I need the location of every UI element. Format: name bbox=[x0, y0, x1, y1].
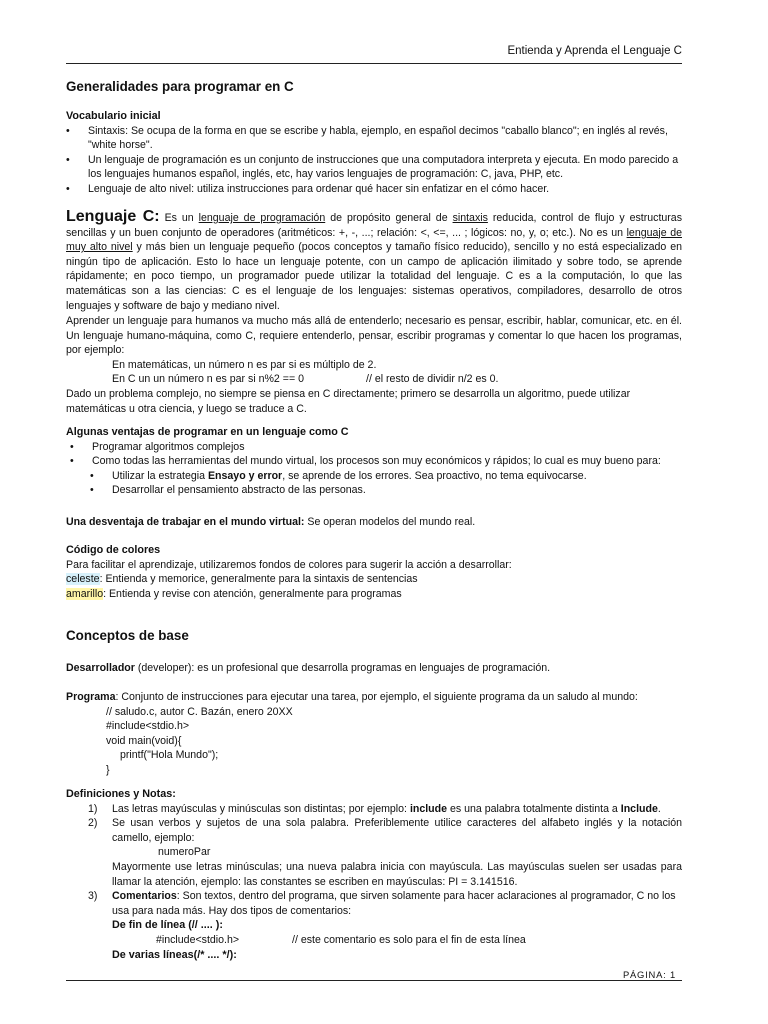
color-amarillo: amarillo bbox=[66, 587, 104, 600]
text-run: Comentarios bbox=[112, 890, 177, 903]
vocabulario-title: Vocabulario inicial bbox=[66, 110, 161, 122]
color-celeste: celeste bbox=[66, 573, 100, 586]
header-rule bbox=[66, 63, 682, 64]
lenguaje-c-paragraph bbox=[66, 210, 682, 313]
list-item: • Un lenguaje de programación es un conjunto de instrucciones que una computadora interpreta y ejecuta. En modo parecido a los lenguajes humanos español, inglés, etc, hay varios lenguajes de programación: C, java, PHP, etc. bbox=[66, 153, 682, 182]
subheading: De fin de línea (// .... ): bbox=[112, 919, 223, 932]
code-line: #include<stdio.h> bbox=[106, 720, 190, 733]
text-run: de propósito general de bbox=[325, 212, 453, 224]
list-item: • Programar algoritmos complejos bbox=[66, 440, 682, 455]
code-line: void main(void){ bbox=[106, 734, 182, 747]
text-run: reducida, control de flujo y estructuras sencillas y un buen conjunto de operadores (aritméticos: +, -, ...; relación: <, <=, ... ; lógicos: no, y, o; etc.). No es un bbox=[66, 212, 682, 239]
ventajas-title: Algunas ventajas de programar en un lenguaje como C bbox=[66, 426, 349, 438]
page-number: PÁGINA: 1 bbox=[622, 969, 676, 980]
paragraph: Mayormente use letras minúsculas; una nueva palabra inicia con mayúscula. Las mayúsculas suelen ser usadas para llamar la atención, ejemplo: las constantes se escriben en mayúsculas: PI = 3.141516. bbox=[112, 860, 682, 888]
definiciones-list bbox=[66, 802, 682, 963]
paragraph: Se usan verbos y sujetos de una sola palabra. Preferiblemente utilice caracteres del alfabeto inglés y la notación camello, ejemplo: bbox=[112, 817, 682, 844]
text-run: : Entienda y memorice, generalmente para la sintaxis de sentencias bbox=[99, 573, 418, 586]
code-line bbox=[112, 933, 682, 948]
code-line: printf("Hola Mundo"); bbox=[120, 749, 219, 762]
lenguaje-c-term: Lenguaje C: bbox=[66, 208, 160, 225]
programa-section bbox=[66, 690, 682, 778]
code-comment: // este comentario es solo para el fin de esta línea bbox=[292, 933, 526, 946]
list-item bbox=[66, 469, 682, 484]
text-run: Include bbox=[620, 802, 658, 815]
aprender-section bbox=[66, 314, 682, 416]
list-number: 2) bbox=[88, 817, 98, 830]
definiciones-section bbox=[66, 787, 682, 962]
color-line bbox=[66, 572, 682, 587]
desventaja-label: Una desventaja de trabajar en el mundo virtual: bbox=[66, 516, 305, 528]
section-title-generalidades: Generalidades para programar en C bbox=[66, 79, 294, 94]
colores-title: Código de colores bbox=[66, 544, 161, 556]
ventajas-section bbox=[66, 425, 682, 498]
code-block bbox=[66, 705, 682, 778]
running-header: Entienda y Aprenda el Lenguaje C bbox=[507, 45, 682, 57]
text-run: Utilizar la estrategia bbox=[112, 469, 208, 482]
text-run: Las letras mayúsculas y minúsculas son distintas; por ejemplo: bbox=[112, 802, 410, 815]
paragraph: Dado un problema complejo, no siempre se piensa en C directamente; primero se desarrolla un algoritmo, puede utilizar matemáticas u otra ciencia, y luego se traduce a C. bbox=[66, 387, 631, 415]
list-item: • Lenguaje de alto nivel: utiliza instrucciones para ordenar qué hacer sin enfatizar en el cómo hacer. bbox=[66, 182, 682, 197]
list-item bbox=[66, 816, 682, 889]
list-item bbox=[66, 802, 682, 817]
text-run: y más bien un lenguaje pequeño (pocos conceptos y tamaño físico reducido), sencillo y no está especializado en ningún tipo de aplicación. Esto lo hace un lenguaje potente, con un campo de aplicación ilimitado y sobre todo, se aprende rápidamente; en poco tiempo, un programador puede utilizar la totalidad del lenguaje. C es a la computación, lo que las matemáticas son a las ciencias: C es el lenguaje de los lenguajes: sistemas operativos, compiladores, desarrollo de otros lenguajes y software de bajo y mediano nivel. bbox=[66, 241, 682, 312]
text-run: include bbox=[409, 802, 448, 815]
definiciones-title: Definiciones y Notas: bbox=[66, 788, 176, 800]
text-run: Se operan modelos del mundo real. bbox=[304, 516, 476, 528]
link-lenguaje-programacion[interactable]: lenguaje de programación bbox=[198, 212, 326, 224]
text-run: Ensayo y error bbox=[207, 469, 283, 482]
list-item: • Como todas las herramientas del mundo virtual, los procesos son muy económicos y rápidos; lo cual es muy bueno para: bbox=[66, 454, 682, 469]
vocabulario-section bbox=[66, 109, 682, 197]
text-run: #include<stdio.h> bbox=[156, 933, 240, 946]
color-line bbox=[66, 587, 682, 602]
example-line: En matemáticas, un número n es par si es múltiplo de 2. bbox=[112, 358, 377, 371]
desarrollador-line bbox=[66, 661, 682, 676]
text-run: es una palabra totalmente distinta a bbox=[447, 802, 621, 815]
section-title-conceptos: Conceptos de base bbox=[66, 628, 189, 643]
text-run: Es un bbox=[159, 212, 199, 224]
desventaja-line bbox=[66, 515, 682, 530]
text-run: . bbox=[657, 802, 661, 815]
footer-rule bbox=[66, 980, 682, 981]
list-item: • Sintaxis: Se ocupa de la forma en que se escribe y habla, ejemplo, en español decimos "caballo blanco"; en inglés al revés, "white horse". bbox=[66, 124, 682, 153]
programa-label: Programa bbox=[66, 691, 116, 703]
subheading: De varias líneas(/* .... */): bbox=[112, 948, 237, 961]
link-sintaxis[interactable]: sintaxis bbox=[452, 212, 488, 224]
text-run: En C un un número n es par si n%2 == 0 bbox=[112, 373, 304, 386]
desarrollador-label: Desarrollador bbox=[66, 662, 135, 674]
colores-section bbox=[66, 543, 682, 601]
list-item: • Desarrollar el pensamiento abstracto de las personas. bbox=[66, 483, 682, 498]
text-run: , se aprende de los errores. Sea proactivo, no tema equivocarse. bbox=[282, 469, 587, 482]
code-line: } bbox=[106, 763, 110, 776]
programa-line bbox=[66, 690, 682, 705]
text-run: : Conjunto de instrucciones para ejecutar una tarea, por ejemplo, el siguiente programa da un saludo al mundo: bbox=[115, 691, 638, 703]
ventajas-list bbox=[66, 440, 682, 498]
list-number: 3) bbox=[88, 890, 98, 903]
text-run: (developer): es un profesional que desarrolla programas en lenguajes de programación. bbox=[134, 662, 551, 674]
code-line: // saludo.c, autor C. Bazán, enero 20XX bbox=[106, 705, 293, 718]
list-item bbox=[66, 889, 682, 962]
paragraph: Para facilitar el aprendizaje, utilizaremos fondos de colores para sugerir la acción a desarrollar: bbox=[66, 558, 512, 571]
example-line: numeroPar bbox=[158, 846, 211, 859]
text-run: : Son textos, dentro del programa, que sirven solamente para hacer aclaraciones al programador, C no los usa para nada más. Hay dos tipos de comentarios: bbox=[112, 890, 676, 917]
text-run: : Entienda y revise con atención, generalmente para programas bbox=[103, 587, 402, 600]
paragraph: Aprender un lenguaje para humanos va mucho más allá de entenderlo; necesario es pensar, escribir, hablar, comunicar, etc. en él. Un lenguaje humano-máquina, como C, requiere entenderlo, pensar, escribir programas y comentar lo que hacen los programas, por ejemplo: bbox=[66, 315, 682, 357]
code-comment: // el resto de dividir n/2 es 0. bbox=[366, 373, 499, 386]
list-number: 1) bbox=[88, 802, 98, 815]
vocabulario-list bbox=[66, 124, 682, 197]
link-lenguaje-alto-nivel[interactable]: lenguaje de muy alto nivel bbox=[66, 226, 682, 254]
example-line bbox=[66, 372, 682, 387]
